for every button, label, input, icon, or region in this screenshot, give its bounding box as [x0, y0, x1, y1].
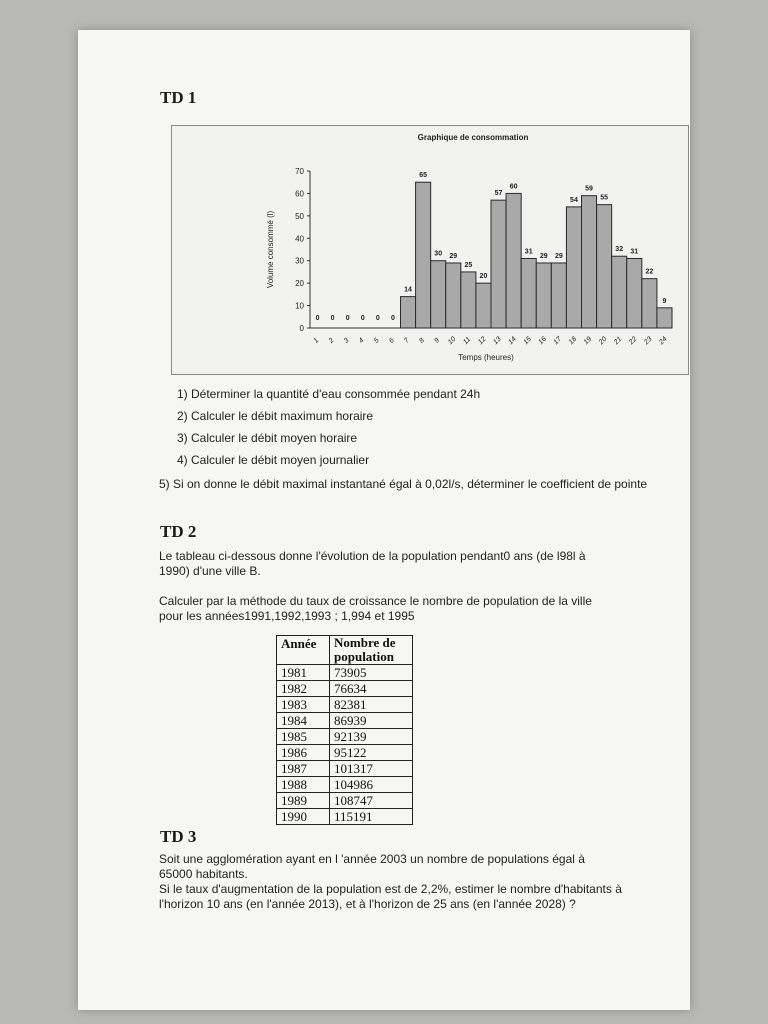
td2-question: Calculer par la méthode du taux de croissance le nombre de population de la ville pour les années1991,1992,1993 ; 1,994 et 1995: [159, 594, 592, 623]
x-tick-label: 10: [446, 335, 458, 347]
bar: [566, 207, 581, 328]
data-label: 14: [404, 286, 412, 294]
y-tick-label: 20: [295, 279, 304, 289]
table-row: [277, 761, 413, 777]
year-cell: 1984: [277, 713, 330, 729]
data-label: 29: [449, 252, 458, 260]
bar: [657, 308, 672, 328]
x-tick-label: 4: [357, 337, 366, 345]
year-cell: 1988: [277, 777, 330, 793]
x-tick-label: 23: [643, 335, 654, 347]
data-label: 0: [315, 315, 320, 322]
data-label: 0: [360, 315, 365, 322]
data-label: 32: [615, 246, 624, 254]
chart-title: Graphique de consommation: [417, 133, 529, 142]
population-table: [276, 635, 413, 825]
td2-heading: TD 2: [160, 522, 197, 541]
td1-question-1: 1) Déterminer la quantité d'eau consommée pendant 24h: [177, 387, 481, 401]
data-label: 9: [662, 297, 667, 305]
bar: [612, 256, 627, 328]
year-cell: 1982: [277, 681, 330, 697]
x-tick-label: 3: [342, 337, 351, 345]
population-cell: 86939: [330, 713, 413, 729]
population-table-body: [277, 665, 413, 825]
x-tick-label: 14: [507, 335, 518, 347]
table-row: [277, 665, 413, 681]
data-label: 29: [554, 252, 563, 260]
data-label: 0: [375, 315, 380, 322]
y-tick-label: 60: [295, 189, 304, 199]
population-cell: 108747: [330, 793, 413, 809]
year-cell: 1981: [277, 665, 330, 681]
x-tick-label: 22: [627, 335, 639, 347]
data-label: 22: [645, 268, 654, 276]
table-row: [277, 729, 413, 745]
x-tick-label: 17: [552, 335, 564, 347]
data-label: 60: [509, 183, 518, 191]
header-annee: Année: [277, 636, 330, 665]
year-cell: 1983: [277, 697, 330, 713]
population-cell: 95122: [330, 745, 413, 761]
data-label: 55: [600, 194, 609, 202]
bar: [491, 200, 506, 328]
year-cell: 1986: [277, 745, 330, 761]
y-tick-label: 40: [295, 234, 304, 244]
x-tick-label: 16: [537, 335, 548, 347]
bar: [446, 263, 461, 328]
table-row: [277, 777, 413, 793]
population-cell: 104986: [330, 777, 413, 793]
table-header-row: [277, 636, 413, 665]
data-label: 31: [630, 248, 639, 256]
data-label: 29: [539, 252, 548, 260]
table-row: [277, 793, 413, 809]
bar: [551, 263, 566, 328]
x-tick-label: 18: [567, 335, 579, 347]
year-cell: 1990: [277, 809, 330, 825]
year-cell: 1985: [277, 729, 330, 745]
td3-heading: TD 3: [160, 827, 197, 846]
header-population: Nombre de population: [330, 636, 413, 665]
table-row: [277, 713, 413, 729]
y-tick-label: 10: [295, 301, 304, 311]
td1-question-list: [177, 383, 480, 471]
consumption-chart: [171, 125, 689, 375]
data-label: 0: [345, 315, 350, 322]
bar: [597, 205, 612, 328]
data-label: 30: [434, 250, 443, 258]
table-row: [277, 745, 413, 761]
bar: [627, 258, 642, 328]
x-tick-label: 5: [372, 337, 381, 345]
bar: [431, 261, 446, 328]
population-cell: 101317: [330, 761, 413, 777]
x-tick-label: 21: [612, 335, 624, 347]
td3-para-1: Soit une agglomération ayant en l 'année 2003 un nombre de populations égal à 65000 habitants.: [159, 852, 585, 881]
td1-heading: TD 1: [160, 88, 197, 107]
data-label: 65: [419, 172, 428, 180]
x-tick-label: 20: [597, 335, 609, 347]
y-axis-label: Volume consommé (l): [266, 210, 275, 289]
data-label: 25: [464, 261, 473, 269]
x-tick-label: 1: [312, 337, 321, 345]
data-label: 57: [494, 190, 503, 198]
year-cell: 1987: [277, 761, 330, 777]
bar: [642, 279, 657, 328]
y-tick-label: 50: [295, 211, 304, 221]
x-tick-label: 6: [388, 337, 396, 345]
bar: [536, 263, 551, 328]
x-tick-label: 13: [492, 335, 503, 347]
data-label: 59: [585, 185, 593, 193]
x-tick-label: 7: [403, 337, 411, 345]
bar: [521, 258, 536, 328]
y-tick-label: 0: [299, 324, 304, 333]
table-row: [277, 809, 413, 825]
bar: [506, 193, 521, 328]
population-cell: 73905: [330, 665, 413, 681]
y-tick-label: 70: [295, 167, 304, 176]
population-cell: 76634: [330, 681, 413, 697]
population-cell: 92139: [330, 729, 413, 745]
x-tick-label: 9: [433, 337, 442, 345]
bar: [582, 196, 597, 328]
population-cell: 82381: [330, 697, 413, 713]
bar: [461, 272, 476, 328]
table-row: [277, 681, 413, 697]
x-tick-label: 11: [462, 335, 473, 346]
x-tick-label: 2: [327, 337, 336, 345]
x-tick-label: 24: [658, 335, 669, 347]
table-row: [277, 697, 413, 713]
td2-intro: Le tableau ci-dessous donne l'évolution de la population pendant0 ans (de l98l à 1990) d'une ville B.: [159, 549, 586, 578]
data-label: 31: [524, 248, 533, 256]
x-axis-label: Temps (heures): [458, 353, 514, 362]
x-tick-label: 8: [418, 337, 426, 345]
document-page: [78, 30, 690, 1010]
year-cell: 1989: [277, 793, 330, 809]
td1-question-5: 5) Si on donne le débit maximal instantané égal à 0,02l/s, déterminer le coefficient de pointe: [159, 477, 648, 491]
data-label: 0: [391, 315, 395, 322]
data-label: 0: [330, 315, 335, 322]
data-label: 20: [479, 273, 488, 281]
x-tick-label: 12: [477, 335, 488, 347]
x-tick-label: 15: [522, 335, 533, 347]
x-tick-label: 19: [582, 335, 594, 347]
data-label: 54: [570, 196, 578, 204]
bar: [401, 297, 416, 328]
bar: [416, 182, 431, 328]
y-tick-label: 30: [295, 256, 304, 266]
td1-question-3: 3) Calculer le débit moyen horaire: [177, 431, 358, 445]
td1-question-2: 2) Calculer le débit maximum horaire: [177, 409, 374, 423]
chart-canvas: [172, 126, 688, 374]
td1-question-4: 4) Calculer le débit moyen journalier: [177, 453, 370, 467]
bar: [476, 283, 491, 328]
td3-para-2: Si le taux d'augmentation de la population est de 2,2%, estimer le nombre d'habitants à l'horizon 10 ans (en l'année 2013), et à l'horizon de 25 ans (en l'année 2028) ?: [159, 882, 622, 911]
population-cell: 115191: [330, 809, 413, 825]
